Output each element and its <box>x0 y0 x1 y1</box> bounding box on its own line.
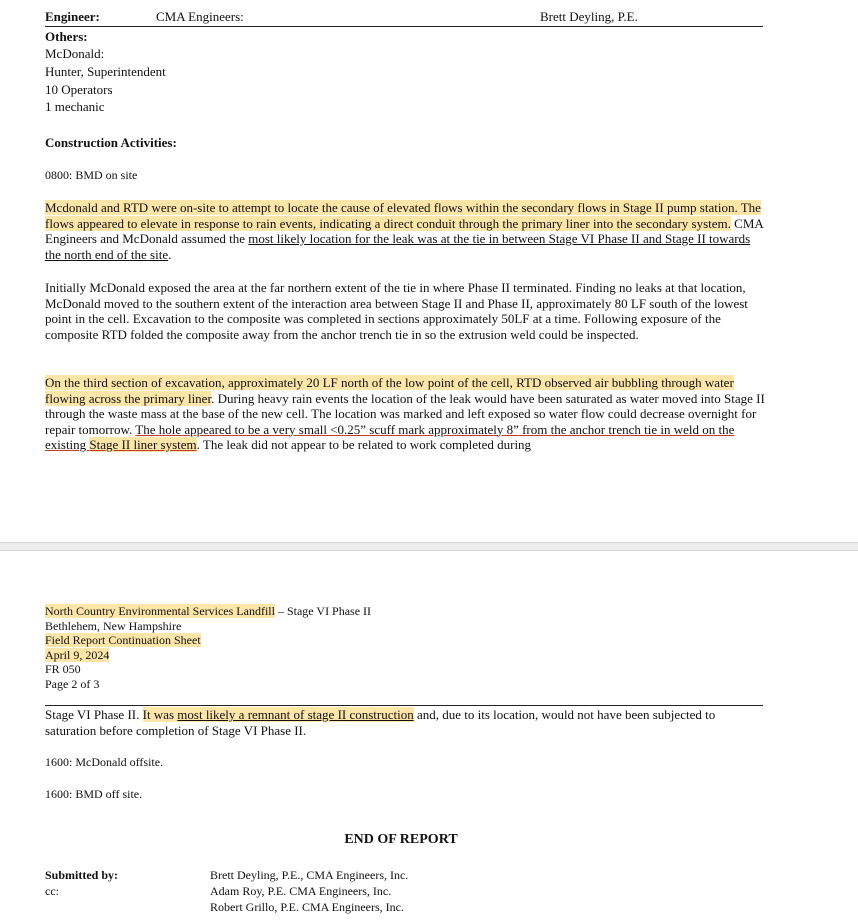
activities-heading: Construction Activities: <box>45 135 177 150</box>
end-of-report: END OF REPORT <box>344 832 458 847</box>
header-rule <box>45 26 763 27</box>
submitted-label: Submitted by: <box>45 868 119 882</box>
others-item: McDonald: <box>45 46 105 61</box>
activity-paragraph-3 <box>45 375 765 453</box>
highlight-text: It was <box>142 707 178 722</box>
paragraph-text: . During heavy rain events the location of the leak would have been saturated as water moved into Stage II through the waste mass at the base of the new cell. The location was marked and left exposed so water flow could decrease overnight for repair tomorrow. <box>45 390 765 437</box>
paragraph-text: . The leak did not appear to be related to work completed during <box>196 437 532 452</box>
cc-label: cc: <box>45 884 59 898</box>
page-header <box>45 604 371 691</box>
sheet-title: Field Report Continuation Sheet <box>45 633 201 647</box>
underlined-text: most likely location for the leak was at the tie in between Stage VI Phase II and Stage II towards the north end of the site <box>45 231 751 262</box>
highlight-text: Stage II liner system <box>89 437 197 452</box>
engineer-company: CMA Engineers: <box>156 9 244 24</box>
underlined-text: The hole appeared to be a very small <0.25” scuff mark approximately 8” from the anchor trench tie in weld on the existing <box>45 421 735 452</box>
others-item: 1 mechanic <box>45 99 105 114</box>
cc-item: Adam Roy, P.E. CMA Engineers, Inc. <box>210 884 392 898</box>
engineer-name: Brett Deyling, P.E. <box>540 9 638 24</box>
highlight-text: most likely a remnant of stage II construction <box>177 707 414 722</box>
phase-label: – Stage VI Phase II <box>274 604 372 618</box>
highlight-text: Mcdonald and RTD were on-site to attempt to locate the cause of elevated flows within the secondary flows in Stage II pump station. The flows appeared to elevate in response to rain events, indicating a direct conduit through the primary liner into the secondary system. <box>45 200 761 231</box>
others-item: Hunter, Superintendent <box>45 64 166 79</box>
paragraph-text: . <box>168 246 172 262</box>
paragraph-text: and, due to its location, would not have been subjected to saturation before completion of Stage VI Phase II. <box>45 707 716 738</box>
time-entry-1600a: 1600: McDonald offsite. <box>45 755 164 769</box>
site-name: North Country Environmental Services Landfill <box>45 604 275 618</box>
report-date: April 9, 2024 <box>45 647 110 662</box>
continuation-paragraph <box>45 707 765 738</box>
cc-item: Robert Grillo, P.E. CMA Engineers, Inc. <box>210 900 404 914</box>
time-entry-1600b: 1600: BMD off site. <box>45 787 143 801</box>
activity-paragraph-1 <box>45 200 765 262</box>
location: Bethlehem, New Hampshire <box>45 618 182 633</box>
paragraph-text: Stage VI Phase II. <box>45 707 143 722</box>
header-rule <box>45 705 763 706</box>
submitted-by: Brett Deyling, P.E., CMA Engineers, Inc. <box>210 868 409 882</box>
highlight-text: On the third section of excavation, approximately 20 LF north of the low point of the cell, RTD observed air bubbling through water flowing across the primary liner <box>45 375 734 406</box>
others-label: Others: <box>45 29 88 44</box>
activity-paragraph-2: Initially McDonald exposed the area at the far northern extent of the tie in where Phase II terminated. Finding no leaks at that location, McDonald moved to the southern extent of the interaction area between Stage II and Phase II, approximately 80 LF south of the lowest point in the cell. Excavation to the composite was completed in sections approximately 50LF at a time. Following exposure of the composite RTD folded the composite away from the anchor trench tie in so the extrusion weld could be inspected. <box>45 280 748 342</box>
others-item: 10 Operators <box>45 82 113 97</box>
report-number: FR 050 <box>45 662 81 676</box>
time-entry-0800: 0800: BMD on site <box>45 168 138 182</box>
engineer-label: Engineer: <box>45 9 100 24</box>
page-number: Page 2 of 3 <box>45 676 100 691</box>
paragraph-text: CMA Engineers and McDonald assumed the <box>45 215 764 246</box>
page-break <box>0 542 858 551</box>
